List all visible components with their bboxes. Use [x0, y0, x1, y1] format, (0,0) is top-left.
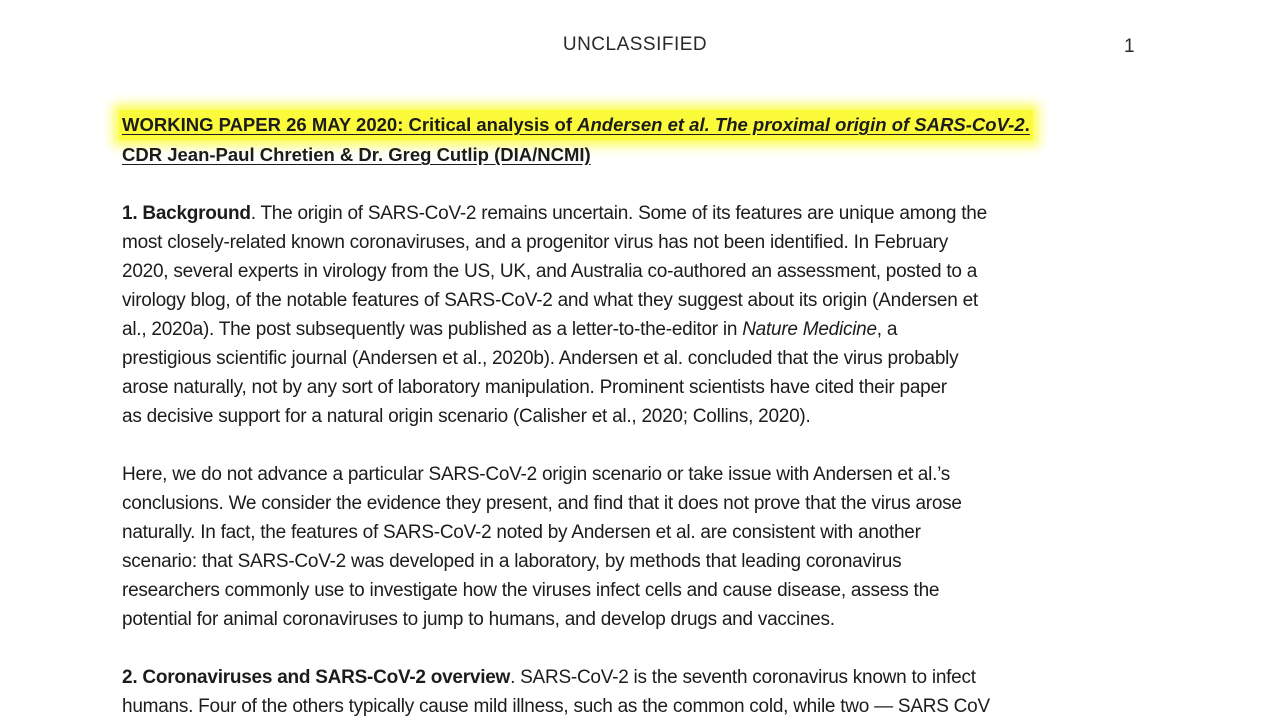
section-heading-background: 1. Background	[122, 203, 251, 224]
paper-title-prefix: WORKING PAPER 26 MAY 2020: Critical analysis of	[122, 114, 578, 135]
paragraph-line: potential for animal coronaviruses to jump to humans, and develop drugs and vaccines.	[122, 609, 835, 630]
document-body	[122, 110, 1152, 720]
paragraph-line: 2. Coronaviruses and SARS-CoV-2 overview. SARS-CoV-2 is the seventh coronavirus known to infect	[122, 667, 976, 688]
journal-name: Nature Medicine	[742, 319, 877, 340]
paragraph-line: naturally. In fact, the features of SARS-CoV-2 noted by Andersen et al. are consistent with another	[122, 522, 921, 543]
paper-title	[119, 110, 1033, 140]
paper-title-suffix: .	[1024, 114, 1030, 135]
paragraph-line: virology blog, of the notable features of SARS-CoV-2 and what they suggest about its origin (Andersen et	[122, 290, 978, 311]
spacer	[122, 170, 1152, 199]
spacer	[122, 431, 1152, 460]
paragraph-line: prestigious scientific journal (Andersen et al., 2020b). Andersen et al. concluded that the virus probably	[122, 348, 959, 369]
section-overview	[122, 663, 1152, 720]
spacer	[122, 634, 1152, 663]
page-number: 1	[1124, 36, 1135, 57]
paper-authors: CDR Jean-Paul Chretien & Dr. Greg Cutlip (DIA/NCMI)	[122, 144, 591, 165]
section-background-continued	[122, 460, 1152, 634]
paragraph-line: Here, we do not advance a particular SARS-CoV-2 origin scenario or take issue with Andersen et al.’s	[122, 464, 950, 485]
paragraph-line: arose naturally, not by any sort of laboratory manipulation. Prominent scientists have cited their paper	[122, 377, 947, 398]
paragraph-line: scenario: that SARS-CoV-2 was developed in a laboratory, by methods that leading coronavirus	[122, 551, 902, 572]
paragraph-line: as decisive support for a natural origin scenario (Calisher et al., 2020; Collins, 2020).	[122, 406, 811, 427]
section-background	[122, 199, 1152, 431]
paragraph-line: researchers commonly use to investigate how the viruses infect cells and cause disease, assess the	[122, 580, 940, 601]
paragraph-line: most closely-related known coronaviruses, and a progenitor virus has not been identified. In February	[122, 232, 948, 253]
paragraph-line: conclusions. We consider the evidence they present, and find that it does not prove that the virus arose	[122, 493, 962, 514]
section-heading-overview: 2. Coronaviruses and SARS-CoV-2 overview	[122, 667, 511, 688]
paper-title-italic: Andersen et al. The proximal origin of SARS-CoV-2	[577, 114, 1025, 135]
paragraph-line: humans. Four of the others typically cause mild illness, such as the common cold, while two — SARS CoV	[122, 696, 990, 717]
paragraph-line: al., 2020a). The post subsequently was published as a letter-to-the-editor in Nature Medicine, a	[122, 319, 898, 340]
paragraph-line: 1. Background. The origin of SARS-CoV-2 remains uncertain. Some of its features are unique among the	[122, 203, 987, 224]
paragraph-line: 2020, several experts in virology from the US, UK, and Australia co-authored an assessment, posted to a	[122, 261, 978, 282]
classification-marking: UNCLASSIFIED	[562, 34, 708, 55]
